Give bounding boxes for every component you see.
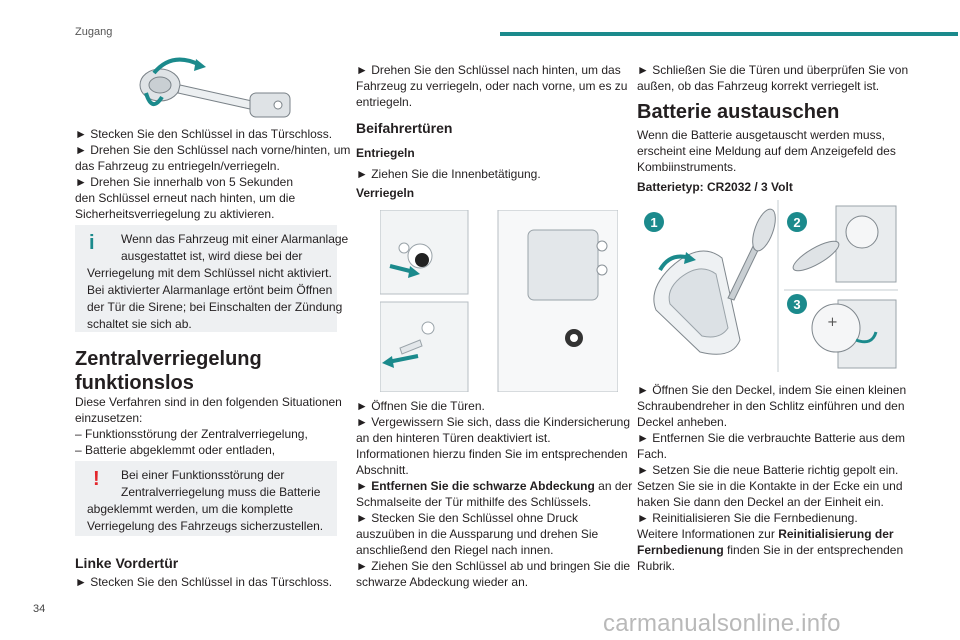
note-line: Verriegelung des Fahrzeugs sicherzustellen. [87, 519, 324, 533]
step-line: Sicherheitsverriegelung zu aktivieren. [75, 207, 275, 221]
step-line: ► Ziehen Sie die Innenbetätigung. [356, 167, 541, 181]
step-line: ► Öffnen Sie den Deckel, indem Sie einen kleinen [637, 383, 907, 397]
note-line: der Tür die Sirene; bei Einschalten der Zündung [87, 300, 343, 314]
step-line: anschließend den Riegel nach innen. [356, 543, 554, 557]
note-line: schaltet sie sich ab. [87, 317, 192, 331]
note-line: abgeklemmt werden, um die komplette [87, 502, 294, 516]
intro-line: – Batterie abgeklemmt oder entladen, [75, 443, 276, 457]
key-in-lock-illustration [132, 55, 294, 121]
badge-3: 3 [793, 297, 801, 312]
note-line: ausgestattet ist, wird diese bei der [121, 249, 303, 263]
warning-icon: ! [93, 468, 100, 490]
step-line: ► Drehen Sie den Schlüssel nach vorne/hinten, um [75, 143, 351, 157]
step-line: ► Ziehen Sie den Schlüssel ab und bringen Sie die [356, 559, 631, 573]
intro-line: Diese Verfahren sind in den folgenden Situationen [75, 395, 342, 409]
intro-line: erscheint eine Meldung auf dem Anzeigefeld des [637, 144, 896, 158]
warning-note [75, 461, 337, 536]
step-line [637, 526, 907, 542]
note-line: Bei einer Funktionsstörung der [121, 468, 285, 482]
step-line: haken Sie dann den Deckel an der Einheit ein. [637, 495, 884, 509]
step-line: Schmalseite der Tür mithilfe des Schlüssels. [356, 495, 592, 509]
step-bold: Entfernen Sie die schwarze Abdeckung [371, 479, 595, 493]
step-line: ► Drehen Sie den Schlüssel nach hinten, um das [356, 63, 621, 77]
intro-line: – Funktionsstörung der Zentralverriegelung, [75, 427, 308, 441]
note-line: Wenn das Fahrzeug mit einer Alarmanlage [121, 232, 349, 246]
info-icon: i [89, 232, 95, 254]
step-line: ► Öffnen Sie die Türen. [356, 399, 485, 413]
section-title: Zugang [75, 26, 113, 38]
step-line: Rubrik. [637, 559, 676, 573]
note-line: Verriegelung mit dem Schlüssel nicht aktiviert. [87, 266, 332, 280]
step-line: ► Stecken Sie den Schlüssel in das Türschloss. [75, 127, 333, 141]
step-line: entriegeln. [356, 95, 413, 109]
step-line: Deckel anheben. [637, 415, 728, 429]
intro-line: Kombiinstruments. [637, 160, 737, 174]
step-line: ► Entfernen Sie die verbrauchte Batterie aus dem [637, 431, 906, 445]
more-bold: Reinitialisierung der [778, 527, 894, 541]
battery-replacement-illustration [640, 200, 900, 372]
step-line: Fahrzeug zu verriegeln, oder nach vorne, um es zu [356, 79, 628, 93]
door-lock-illustration [380, 210, 618, 392]
info-note [75, 225, 349, 332]
more-rest: finden Sie in der entsprechenden [723, 543, 904, 557]
svg-text:+: + [827, 315, 838, 330]
step-line [637, 542, 907, 558]
section-heading: Zentralverriegelung [75, 348, 262, 370]
step-line: schwarze Abdeckung wieder an. [356, 575, 529, 589]
subheading: Verriegeln [356, 186, 415, 200]
intro-line: Wenn die Batterie ausgetauscht werden muss, [637, 128, 885, 142]
step-line: an den hinteren Türen deaktiviert ist. [356, 431, 551, 445]
more-bold: Fernbedienung [637, 543, 724, 557]
subheading: Entriegeln [356, 146, 415, 160]
step-line: ► Reinitialisieren Sie die Fernbedienung. [637, 511, 858, 525]
step-line: Fach. [637, 447, 668, 461]
step-line: außen, ob das Fahrzeug korrekt verriegelt ist. [637, 79, 880, 93]
step-line: den Schlüssel erneut nach hinten, um die [75, 191, 296, 205]
step-line: das Fahrzeug zu entriegeln/verriegeln. [75, 159, 280, 173]
battery-type: Batterietyp: CR2032 / 3 Volt [637, 180, 793, 194]
section-heading: funktionslos [75, 372, 194, 394]
note-line: Zentralverriegelung muss die Batterie [121, 485, 321, 499]
header-accent-bar [500, 32, 958, 36]
intro-line: einzusetzen: [75, 411, 143, 425]
step-prefix: ► [356, 479, 372, 493]
step-line [356, 478, 633, 494]
step-line: ► Drehen Sie innerhalb von 5 Sekunden [75, 175, 294, 189]
step-line: Informationen hierzu finden Sie im entsprechenden [356, 447, 628, 461]
section-heading: Batterie austauschen [637, 101, 840, 123]
badge-2: 2 [793, 215, 801, 230]
step-line: ► Stecken Sie den Schlüssel ohne Druck [356, 511, 578, 525]
step-line: ► Schließen Sie die Türen und überprüfen Sie von [637, 63, 909, 77]
step-rest: an der [594, 479, 633, 493]
step-line: auszuüben in die Aussparung und drehen Sie [356, 527, 599, 541]
section-heading: Beifahrertüren [356, 120, 453, 136]
step-line: ► Vergewissern Sie sich, dass die Kindersicherung [356, 415, 631, 429]
step-line: Schraubendreher in den Schlitz einführen und den [637, 399, 905, 413]
step-line: Abschnitt. [356, 463, 409, 477]
more-prefix: Weitere Informationen zur [637, 527, 779, 541]
note-line: Bei aktivierter Alarmanlage ertönt beim Öffnen [87, 283, 333, 297]
step-line: Setzen Sie sie in die Kontakte in der Ecke ein und [637, 479, 903, 493]
subheading: Linke Vordertür [75, 555, 179, 571]
step-line: ► Stecken Sie den Schlüssel in das Türschloss. [75, 575, 333, 589]
page-number: 34 [33, 603, 46, 615]
step-line: ► Setzen Sie die neue Batterie richtig gepolt ein. [637, 463, 899, 477]
watermark: carmanualsonline.info [603, 610, 841, 637]
badge-1: 1 [650, 215, 658, 230]
